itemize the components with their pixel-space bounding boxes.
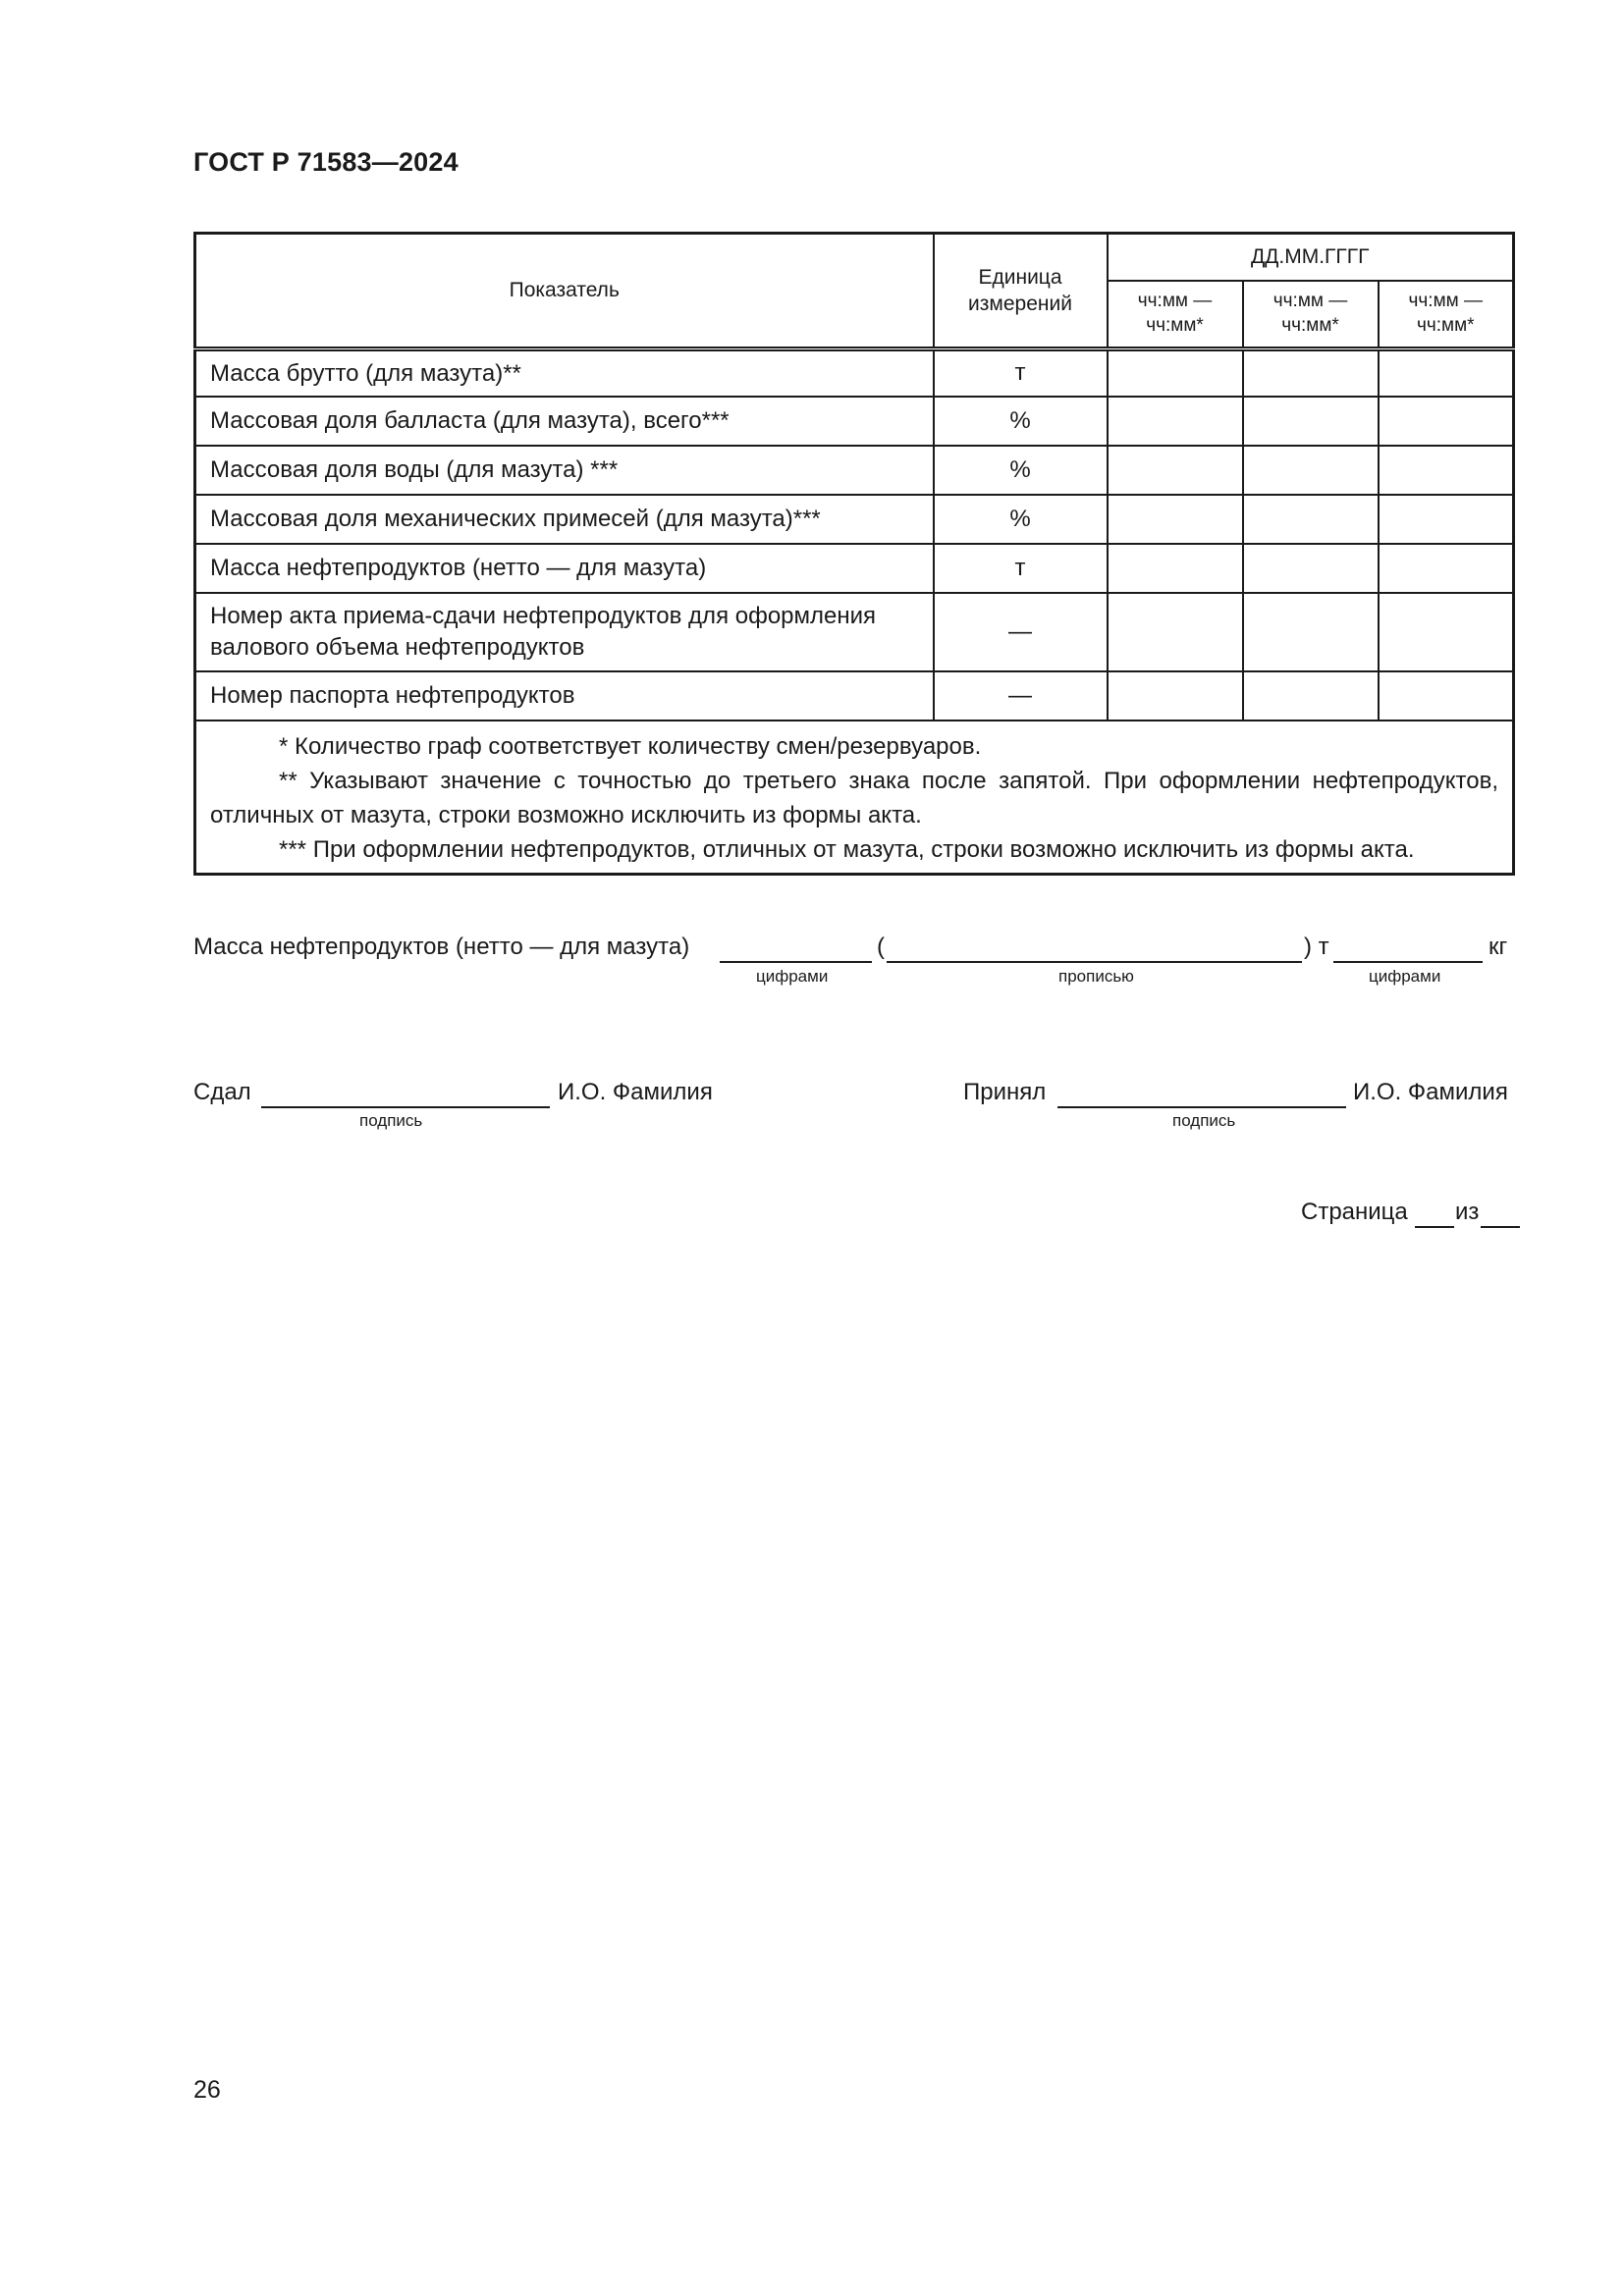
handed-over-label: Сдал: [193, 1079, 251, 1105]
row-unit: т: [934, 349, 1108, 397]
accepted-label: Принял: [963, 1079, 1047, 1105]
value-cell[interactable]: [1379, 349, 1514, 397]
row-label: Номер паспорта нефтепродуктов: [195, 671, 934, 721]
shift-3-line2: чч:мм*: [1416, 314, 1475, 336]
footnotes: [195, 721, 1514, 875]
handed-over-name: И.О. Фамилия: [558, 1079, 713, 1105]
row-label: Масса брутто (для мазута)**: [195, 349, 934, 397]
mass-label: Масса нефтепродуктов (нетто — для мазута): [193, 934, 690, 960]
handed-over-signature-field[interactable]: [261, 1106, 550, 1108]
value-cell[interactable]: [1108, 593, 1243, 671]
page-total-field[interactable]: [1481, 1226, 1520, 1228]
value-cell[interactable]: [1379, 544, 1514, 593]
page-of-label: из: [1455, 1199, 1480, 1225]
mass-open-paren: (: [877, 934, 885, 960]
row-label: Массовая доля балласта (для мазута), всего***: [195, 397, 934, 446]
caption-words: прописью: [1058, 967, 1134, 986]
row-unit: %: [934, 397, 1108, 446]
table-row: [195, 446, 1514, 495]
mass-kg-digits-field[interactable]: [1333, 961, 1483, 963]
page-label: Страница: [1301, 1199, 1408, 1225]
row-label: Массовая доля механических примесей (для мазута)***: [195, 495, 934, 544]
value-cell[interactable]: [1243, 671, 1379, 721]
value-cell[interactable]: [1108, 495, 1243, 544]
value-cell[interactable]: [1108, 671, 1243, 721]
header-unit-line1: Единица: [978, 265, 1062, 289]
footnote-2: ** Указывают значение с точностью до третьего знака после запятой. При оформлении нефтепродуктов, отличных от мазута, строки возможно исключить из формы акта.: [210, 767, 1498, 828]
value-cell[interactable]: [1243, 544, 1379, 593]
mass-kg-unit: кг: [1489, 934, 1508, 960]
accepted-caption: подпись: [1172, 1111, 1236, 1130]
page-number: 26: [193, 2076, 221, 2104]
footnote-3: *** При оформлении нефтепродуктов, отличных от мазута, строки возможно исключить из формы акта.: [279, 835, 1415, 863]
table-row: [195, 495, 1514, 544]
shift-2-line2: чч:мм*: [1281, 314, 1339, 336]
header-unit: [934, 234, 1108, 349]
row-unit: %: [934, 495, 1108, 544]
shift-3-line1: чч:мм —: [1408, 291, 1483, 312]
header-indicator: Показатель: [195, 234, 934, 349]
value-cell[interactable]: [1243, 495, 1379, 544]
value-cell[interactable]: [1243, 446, 1379, 495]
table-row: [195, 544, 1514, 593]
accepted-signature-field[interactable]: [1057, 1106, 1346, 1108]
shift-1-line1: чч:мм —: [1137, 291, 1213, 312]
row-unit: %: [934, 446, 1108, 495]
value-cell[interactable]: [1108, 544, 1243, 593]
value-cell[interactable]: [1108, 349, 1243, 397]
footnote-1: * Количество граф соответствует количеству смен/резервуаров.: [279, 732, 982, 760]
mass-close-paren-t: ) т: [1304, 934, 1329, 960]
page-current-field[interactable]: [1415, 1226, 1454, 1228]
row-label: Масса нефтепродуктов (нетто — для мазута): [195, 544, 934, 593]
row-unit: —: [934, 671, 1108, 721]
value-cell[interactable]: [1379, 446, 1514, 495]
row-unit: —: [934, 593, 1108, 671]
handed-over-caption: подпись: [359, 1111, 423, 1130]
header-date: ДД.ММ.ГГГГ: [1108, 234, 1514, 281]
shift-1-line2: чч:мм*: [1146, 314, 1204, 336]
mass-digits-field[interactable]: [720, 961, 872, 963]
value-cell[interactable]: [1379, 495, 1514, 544]
row-label: Номер акта приема-сдачи нефтепродуктов для оформления валового объема нефтепродуктов: [195, 593, 934, 671]
header-shift-1: [1108, 281, 1243, 349]
value-cell[interactable]: [1379, 593, 1514, 671]
value-cell[interactable]: [1108, 397, 1243, 446]
value-cell[interactable]: [1379, 397, 1514, 446]
table-row: [195, 397, 1514, 446]
table-row: [195, 349, 1514, 397]
table-row: [195, 671, 1514, 721]
table-row: [195, 593, 1514, 671]
row-unit: т: [934, 544, 1108, 593]
header-shift-2: [1243, 281, 1379, 349]
shift-2-line1: чч:мм —: [1272, 291, 1348, 312]
caption-digits-1: цифрами: [756, 967, 829, 986]
row-label: Массовая доля воды (для мазута) ***: [195, 446, 934, 495]
value-cell[interactable]: [1243, 397, 1379, 446]
value-cell[interactable]: [1243, 349, 1379, 397]
header-shift-3: [1379, 281, 1514, 349]
value-cell[interactable]: [1379, 671, 1514, 721]
value-cell[interactable]: [1108, 446, 1243, 495]
caption-digits-2: цифрами: [1369, 967, 1441, 986]
value-cell[interactable]: [1243, 593, 1379, 671]
header-unit-line2: измерений: [968, 293, 1072, 315]
document-header: ГОСТ Р 71583—2024: [193, 147, 459, 177]
accepted-name: И.О. Фамилия: [1353, 1079, 1508, 1105]
mass-words-field[interactable]: [887, 961, 1302, 963]
report-table: [193, 232, 1515, 876]
